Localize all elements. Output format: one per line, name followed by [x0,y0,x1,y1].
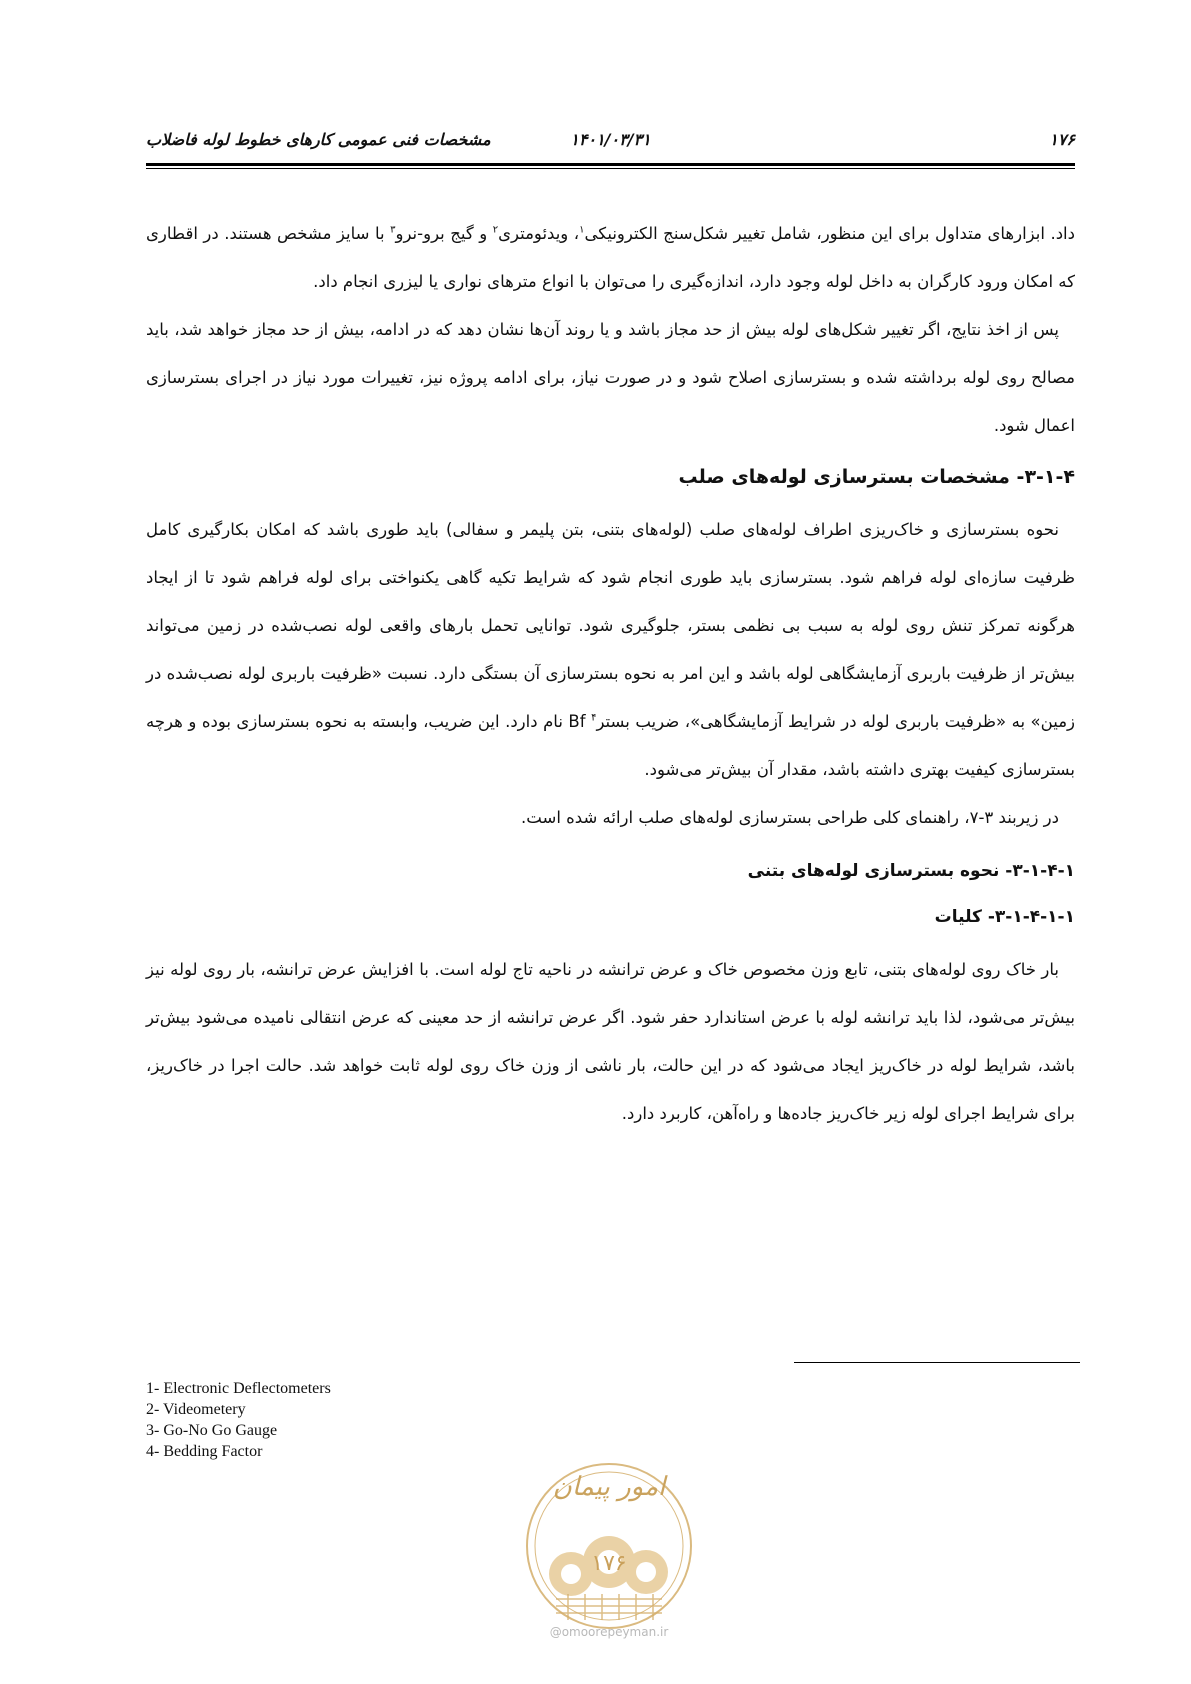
paragraph-3: نحوه بسترسازی و خاک‌ریزی اطراف لوله‌های صلب (لوله‌های بتنی، بتن پلیمر و سفالی) باید طوری باشد که امکان بکارگیری کامل ظرفیت سازه‌ای لوله فراهم شود. بسترسازی باید طوری انجام شود که شرایط تکیه گاهی یکنواختی برای لوله فراهم شود تا از ایجاد هرگونه تمرکز تنش روی لوله به سبب بی نظمی بستر، جلوگیری شود. توانایی تحمل بارهای واقعی لوله نصب‌شده در زمین می‌تواند بیش‌تر از ظرفیت باربری آزمایشگاهی لوله باشد و این امر به نحوه بسترسازی آن بستگی دارد. نسبت «ظرفیت باربری لوله نصب‌شده در زمین» به «ظرفیت باربری لوله در شرایط آزمایشگاهی»، ضریب بستر$^۴$ Bf نام دارد. این ضریب، وابسته به نحوه بسترسازی بوده و هرچه بسترسازی کیفیت بهتری داشته باشد، مقدار آن بیش‌تر می‌شود. [146,520,1075,779]
header-date: ۱۴۰۱/۰۳/۳۱ [570,130,651,149]
publisher-seal [506,1454,712,1664]
footnote-ref-4: ۴ [591,712,597,724]
footnote-3: 3- Go-No Go Gauge [146,1422,278,1439]
paragraph-2: پس از اخذ نتایج، اگر تغییر شکل‌های لوله بیش از حد مجاز باشد و یا روند آن‌ها نشان دهد که در ادامه، بیش از حد مجاز خواهد شد، باید مصالح روی لوله برداشته شده و بسترسازی اصلاح شود و در صورت نیاز، برای ادامه پروژه نیز، تغییرات مورد نیاز در اجرای بسترسازی اعمال شود. [146,320,1075,435]
watermark-handle: @omoorepeyman.ir [549,1625,669,1639]
subsubsection-heading: ۳-۱-۴-۱-۱- کلیات [934,907,1075,927]
footnote-ref-1: ۱ [579,224,585,236]
footnotes [146,1378,331,1462]
header-rule-thin [146,168,1075,169]
header-page-number: ۱۷۶ [1049,130,1075,149]
footnote-2: 2- Videometery [146,1401,246,1418]
paragraph-5: بار خاک روی لوله‌های بتنی، تابع وزن مخصوص خاک و عرض ترانشه در ناحیه تاج لوله است. با افزایش عرض ترانشه، بار روی لوله نیز بیش‌تر می‌شود، لذا باید ترانشه لوله با عرض استاندارد حفر شود. اگر عرض ترانشه از حد معینی که عرض انتقالی نامیده می‌شود بیش‌تر باشد، شرایط لوله در خاک‌ریز ایجاد می‌شود که در این حالت، بار ناشی از وزن خاک روی لوله ثابت خواهد شد. حالت اجرا در خاک‌ریز، برای شرایط اجرای لوله زیر خاک‌ریز جاده‌ها و راه‌آهن، کاربرد دارد. [146,960,1075,1123]
footnote-1: 1- Electronic Deflectometers [146,1380,331,1397]
section-heading: ۳-۱-۴- مشخصات بسترسازی لوله‌های صلب [678,466,1075,488]
footnote-separator [794,1362,1080,1363]
seal-name: امور پیمان [552,1472,666,1502]
paragraph-1: داد. ابزارهای متداول برای این منظور، شامل تغییر شکل‌سنج الکترونیکی$^۱$، ویدئومتری$^۲$ و گیج برو-نرو$^۳$ با سایز مشخص هستند. در اقطاری که امکان ورود کارگران به داخل لوله وجود دارد، اندازه‌گیری را می‌توان با انواع مترهای نواری یا لیزری انجام داد. [146,224,1075,291]
header-rule-thick [146,163,1075,166]
header-title: مشخصات فنی عمومی کارهای خطوط لوله فاضلاب [146,130,491,149]
running-header [146,126,1075,156]
footnote-ref-2: ۲ [492,224,499,236]
footnote-4: 4- Bedding Factor [146,1443,263,1460]
subsection-heading: ۳-۱-۴-۱- نحوه بسترسازی لوله‌های بتنی [747,861,1075,881]
paragraph-4: در زیربند ۳-۷، راهنمای کلی طراحی بسترسازی لوله‌های صلب ارائه شده است. [521,808,1059,827]
footnote-ref-3: ۳ [390,224,396,236]
body-text [146,210,1075,1138]
footer-page-number: ۱۷۶ [591,1551,627,1576]
